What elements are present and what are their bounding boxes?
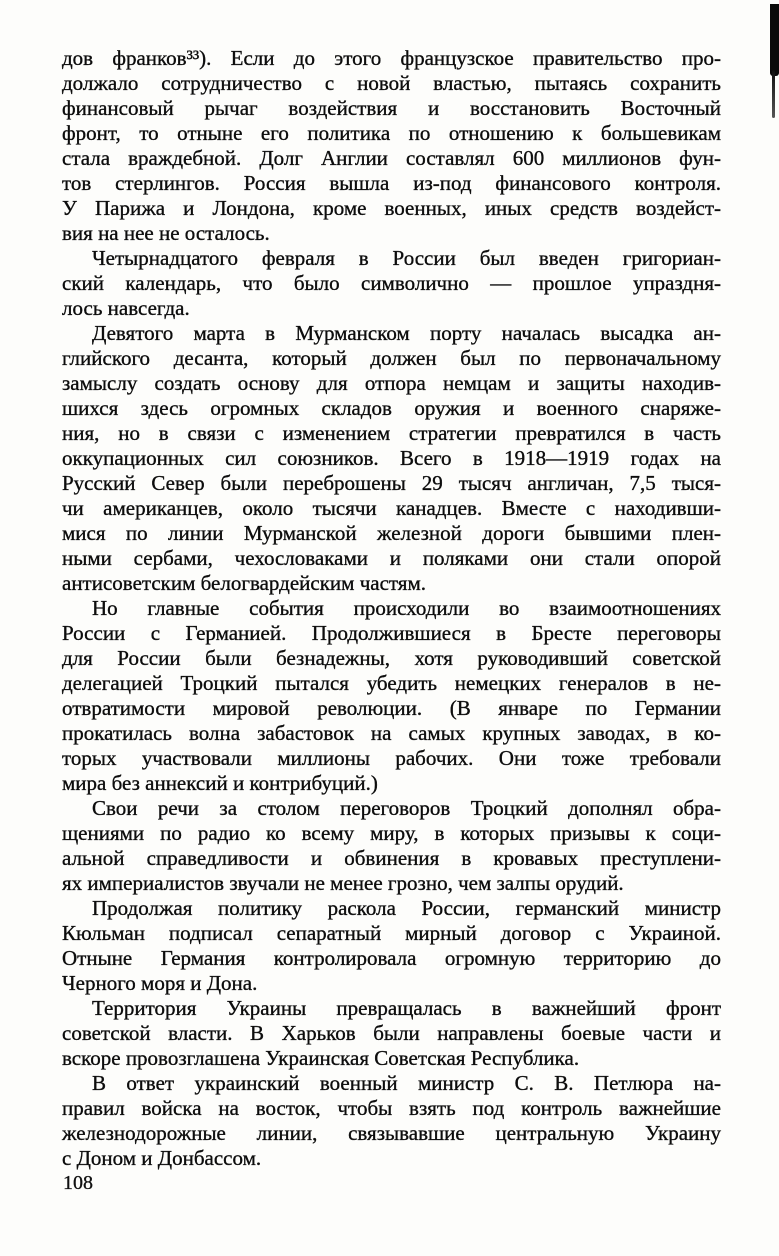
- text-line: Девятого марта в Мурманском порту началась высадка ан-: [92, 321, 721, 345]
- text-line: В ответ украинский военный министр С. В. Петлюра на-: [92, 1071, 721, 1095]
- text-line: ния, но в связи с изменением стратегии превратился в часть: [62, 421, 721, 445]
- text-line: вскоре провозглашена Украинская Советская Республика.: [62, 1046, 580, 1070]
- paragraph: [62, 796, 721, 896]
- text-line: Территория Украины превращалась в важнейший фронт: [92, 996, 721, 1020]
- scan-artifact-mark: [770, 4, 779, 76]
- text-line: Четырнадцатого февраля в России был введен григориан-: [92, 246, 721, 270]
- text-line: вия на нее не осталось.: [62, 221, 270, 245]
- text-line: глийского десанта, который должен был по первоначальному: [62, 346, 721, 370]
- text-line: для России были безнадежны, хотя руководивший советской: [62, 646, 721, 670]
- text-line: Свои речи за столом переговоров Троцкий дополнял обра-: [92, 796, 721, 820]
- text-line: советской власти. В Харьков были направлены боевые части и: [62, 1021, 721, 1045]
- text-line: торых участвовали миллионы рабочих. Они тоже требовали: [62, 746, 721, 770]
- paragraph: [62, 321, 721, 596]
- text-line: Черного моря и Дона.: [62, 971, 258, 995]
- text-line: замыслу создать основу для отпора немцам и защиты находив-: [62, 371, 721, 395]
- paragraph: [62, 596, 721, 796]
- paragraph: [62, 46, 721, 246]
- paragraph: [62, 246, 721, 321]
- text-line: стала враждебной. Долг Англии составлял 600 миллионов фун-: [62, 146, 721, 170]
- text-line: прокатилась волна забастовок на самых крупных заводах, в ко-: [62, 721, 721, 745]
- text-line: фронт, то отныне его политика по отношению к большевикам: [62, 121, 721, 145]
- text-line: должало сотрудничество с новой властью, пытаясь сохранить: [62, 71, 721, 95]
- text-line: Кюльман подписал сепаратный мирный договор с Украиной.: [62, 921, 721, 945]
- text-line: России с Германией. Продолжившиеся в Бресте переговоры: [62, 621, 721, 645]
- text-line: отвратимости мировой революции. (В январе по Германии: [62, 696, 721, 720]
- text-line: Русский Север были переброшены 29 тысяч англичан, 7,5 тыся-: [62, 471, 721, 495]
- text-line: делегацией Троцкий пытался убедить немецких генералов в не-: [62, 671, 721, 695]
- text-line: ский календарь, что было символично — прошлое упраздня-: [62, 271, 721, 295]
- page-number: 108: [63, 1172, 93, 1194]
- text-line: железнодорожные линии, связывавшие центральную Украину: [62, 1121, 721, 1145]
- paragraph: [62, 996, 721, 1071]
- text-line: мися по линии Мурманской железной дороги бывшими плен-: [62, 521, 721, 545]
- text-line: оккупационных сил союзников. Всего в 1918—1919 годах на: [62, 446, 721, 470]
- text-line: ными сербами, чехословаками и поляками они стали опорой: [62, 546, 721, 570]
- text-line: тов стерлингов. Россия вышла из-под финансового контроля.: [62, 171, 721, 195]
- text-line: У Парижа и Лондона, кроме военных, иных средств воздейст-: [62, 196, 721, 220]
- text-line: Но главные события происходили во взаимоотношениях: [92, 596, 721, 620]
- text-line: ях империалистов звучали не менее грозно, чем залпы орудий.: [62, 871, 624, 895]
- text-block: [62, 46, 721, 1171]
- text-line: правил войска на восток, чтобы взять под контроль важнейшие: [62, 1096, 721, 1120]
- text-line: альной справедливости и обвинения в кровавых преступлени-: [62, 846, 721, 870]
- scan-artifact-mark-tail: [772, 70, 775, 118]
- text-line: антисоветским белогвардейским частям.: [62, 571, 426, 595]
- text-line: финансовый рычаг воздействия и восстановить Восточный: [62, 96, 721, 120]
- text-line: шихся здесь огромных складов оружия и военного снаряже-: [62, 396, 721, 420]
- text-line: мира без аннексий и контрибуций.): [62, 771, 378, 795]
- text-line: Продолжая политику раскола России, германский министр: [92, 896, 721, 920]
- text-line: щениями по радио ко всему миру, в которых призывы к соци-: [62, 821, 721, 845]
- text-line: Отныне Германия контролировала огромную территорию до: [62, 946, 721, 970]
- text-line: лось навсегда.: [62, 296, 190, 320]
- paragraph: [62, 896, 721, 996]
- text-line: с Доном и Донбассом.: [62, 1146, 262, 1170]
- text-line: дов франков³³). Если до этого французское правительство про-: [62, 46, 721, 70]
- text-line: чи американцев, около тысячи канадцев. Вместе с находивши-: [62, 496, 721, 520]
- paragraph: [62, 1071, 721, 1171]
